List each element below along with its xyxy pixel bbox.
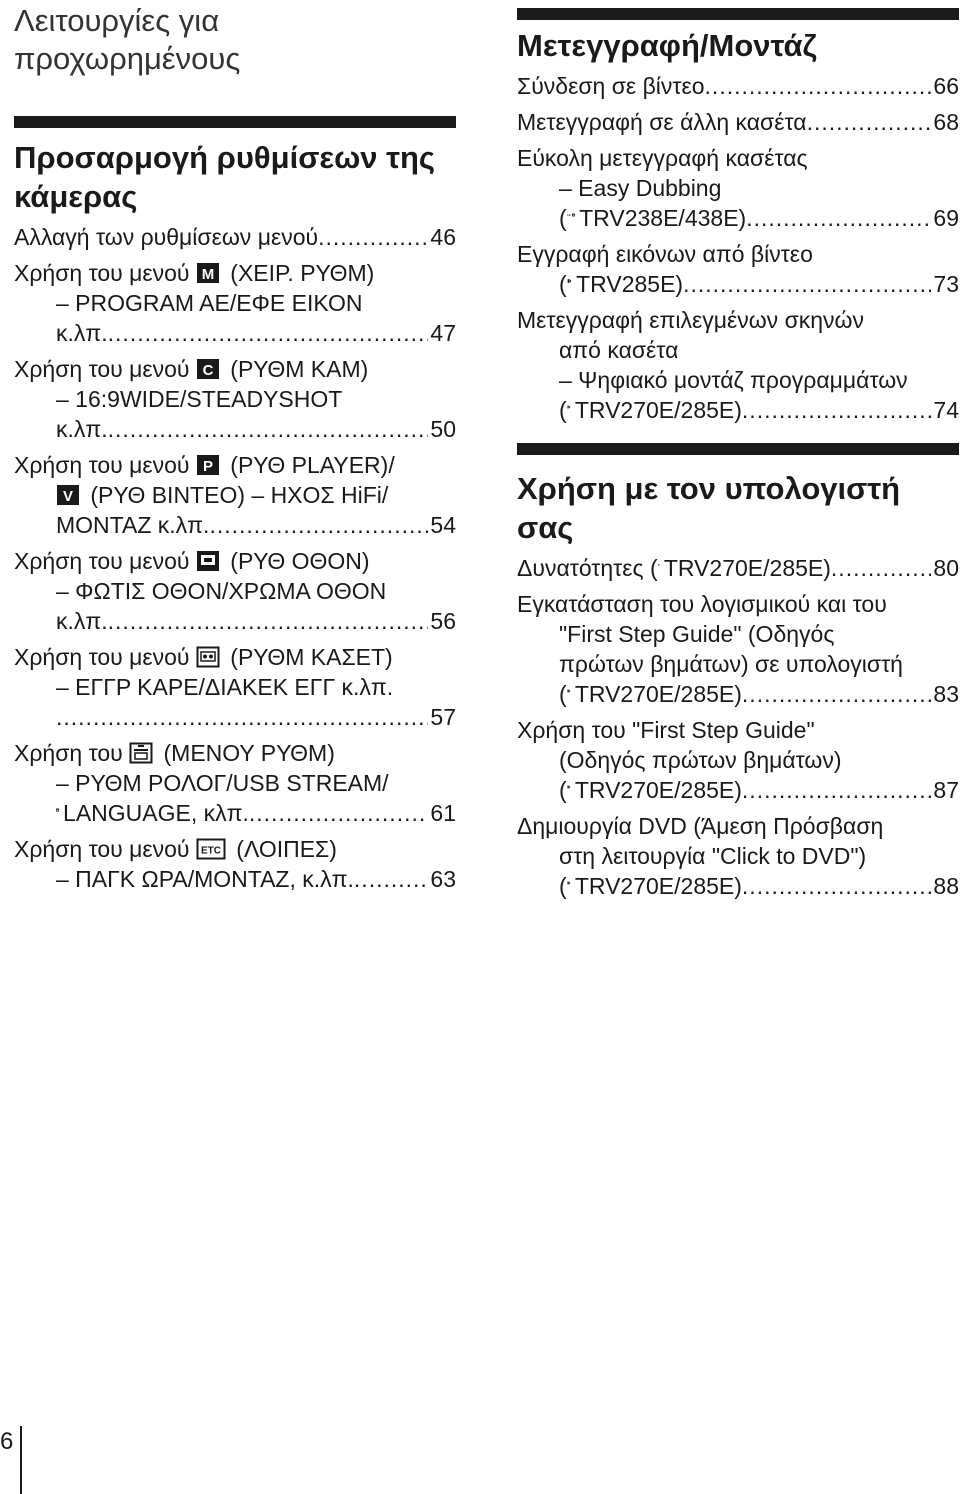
toc-text: (ΜΕΝΟΥ ΡΥΘΜ)	[157, 740, 335, 766]
heading-line: κάμερας	[14, 179, 138, 214]
hi8-icon	[567, 204, 575, 226]
toc-entry[interactable]	[14, 642, 456, 732]
section-title	[14, 0, 456, 78]
svg-text:P: P	[202, 458, 213, 475]
left-column	[14, 0, 456, 900]
svg-text:V: V	[62, 488, 74, 505]
section-title-line: προχωρημένους	[14, 41, 241, 76]
manual-menu-icon	[196, 262, 220, 284]
toc-page-number: 73	[933, 271, 959, 297]
toc-page-number: 56	[430, 608, 456, 634]
toc-text: Εγκατάσταση του λογισμικού και του	[517, 591, 887, 617]
tape-menu-icon	[196, 646, 220, 668]
toc-entry-title: κ.λπ.	[56, 608, 108, 634]
toc-entry[interactable]	[517, 553, 959, 583]
dv-icon	[567, 776, 571, 798]
toc-entry-title: TRV270E/285E)	[574, 397, 742, 423]
toc-entry-title: TRV285E)	[576, 271, 684, 297]
toc-page-number: 83	[933, 681, 959, 707]
heading-line: Μετεγγραφή/Μοντάζ	[517, 28, 817, 63]
toc-page-number: 61	[430, 800, 456, 826]
toc-entry[interactable]	[517, 107, 959, 137]
section-title-line: Λειτουργίες για	[14, 3, 220, 38]
language-icon	[56, 799, 59, 821]
toc-text: (Οδηγός πρώτων βημάτων)	[559, 747, 842, 773]
toc-text: Δημιουργία DVD (Άμεση Πρόσβαση	[517, 813, 884, 839]
toc-text: από κασέτα	[559, 337, 679, 363]
toc-entry[interactable]	[14, 546, 456, 636]
toc-text: – ΡΥΘΜ ΡΟΛΟΓ/USB STREAM/	[56, 770, 389, 796]
toc-page-number: 74	[933, 397, 959, 423]
toc-page-number: 54	[430, 512, 456, 538]
toc-entry-title: TRV270E/285E)	[574, 873, 742, 899]
video-menu-icon	[56, 484, 80, 506]
heading-bar	[517, 8, 959, 20]
toc-entry-title: κ.λπ.	[56, 416, 108, 442]
toc-entry-title: TRV270E/285E)	[663, 555, 831, 581]
toc-text: Χρήση του	[14, 740, 130, 766]
toc-text: (ΧΕΙΡ. ΡΥΘΜ)	[223, 260, 375, 286]
setup-menu-icon	[129, 742, 153, 764]
toc-entry[interactable]	[14, 354, 456, 444]
toc-entry-title: Αλλαγή των ρυθμίσεων μενού	[14, 224, 319, 250]
dv-icon	[567, 396, 571, 418]
toc-page-number: 88	[933, 873, 959, 899]
heading-computer-use	[517, 469, 959, 547]
toc-text: – Easy Dubbing	[559, 175, 722, 201]
toc-text: πρώτων βημάτων) σε υπολογιστή	[559, 651, 903, 677]
toc-text: "First Step Guide" (Οδηγός	[559, 621, 835, 647]
heading-line: Προσαρμογή ρυθμίσεων της	[14, 140, 436, 175]
toc-text: Χρήση του μενού	[14, 356, 196, 382]
toc-text: (ΡΥΘΜ ΚΑΣΕΤ)	[223, 644, 393, 670]
heading-bar	[14, 116, 456, 128]
camera-menu-icon	[196, 358, 220, 380]
toc-text: (ΡΥΘ ΟΘΟΝ)	[223, 548, 370, 574]
footer-divider	[20, 1426, 22, 1494]
dv-icon	[567, 680, 571, 702]
toc-text: – 16:9WIDE/STEADYSHOT	[56, 386, 343, 412]
svg-text:C: C	[202, 362, 214, 379]
toc-text: Εγγραφή εικόνων από βίντεο	[517, 241, 813, 267]
toc-page-number: 46	[430, 224, 456, 250]
toc-entry-title: Σύνδεση σε βίντεο	[517, 73, 705, 99]
heading-line: σας	[517, 510, 574, 545]
toc-entry[interactable]	[14, 834, 456, 894]
toc-text: Χρήση του "First Step Guide"	[517, 717, 815, 743]
toc-text: – Ψηφιακό μοντάζ προγραμμάτων	[559, 367, 908, 393]
toc-entry-title: κ.λπ.	[56, 320, 108, 346]
toc-entry[interactable]: Μετεγγραφή επιλεγμένων σκηνών από κασέτα – Ψηφιακό μοντάζ προγραμμάτων ( TRV270E/285E) ..... 74	[517, 305, 959, 425]
lcd-menu-icon	[196, 550, 220, 572]
toc-entry-title: ΜΟΝΤΑΖ κ.λπ.	[56, 512, 210, 538]
toc-text: Εύκολη μετεγγραφή κασέτας	[517, 145, 808, 171]
dv-icon	[658, 554, 660, 576]
dv-icon	[567, 872, 571, 894]
toc-entry[interactable]	[14, 450, 456, 540]
right-column	[517, 0, 959, 907]
toc-text: – ΦΩΤΙΣ ΟΘΟΝ/ΧΡΩΜΑ ΟΘΟΝ	[56, 578, 387, 604]
toc-text: Χρήση του μενού	[14, 644, 196, 670]
svg-text:ETC: ETC	[200, 845, 221, 857]
toc-page-number: 57	[430, 704, 456, 730]
etc-menu-icon	[196, 838, 226, 860]
toc-text: στη λειτουργία "Click to DVD")	[559, 843, 867, 869]
player-menu-icon	[196, 454, 220, 476]
toc-entry[interactable]: Δημιουργία DVD (Άμεση Πρόσβαση στη λειτουργία "Click to DVD") ( TRV270E/285E) ..... 88	[517, 811, 959, 901]
toc-page-number: 50	[430, 416, 456, 442]
toc-entry[interactable]: Εγγραφή εικόνων από βίντεο ( TRV285E) ..... 73	[517, 239, 959, 299]
toc-text: (ΛΟΙΠΕΣ)	[229, 836, 337, 862]
toc-text: Χρήση του μενού	[14, 836, 196, 862]
toc-text: Χρήση του μενού	[14, 452, 196, 478]
heading-camera-settings	[14, 138, 456, 216]
toc-text: Χρήση του μενού	[14, 260, 196, 286]
toc-page-number: 69	[933, 205, 959, 231]
page-number: 6	[0, 1428, 14, 1455]
toc-entry[interactable]	[14, 222, 456, 252]
toc-entry-title: TRV238E/438E)	[579, 205, 747, 231]
toc-page-number: 87	[933, 777, 959, 803]
toc-entry-title: LANGUAGE, κλπ.	[63, 800, 249, 826]
heading-bar	[517, 443, 959, 455]
heading-dubbing-editing	[517, 26, 959, 65]
toc-entry[interactable]	[14, 738, 456, 828]
toc-page-number: 47	[430, 320, 456, 346]
toc-page-number: 63	[430, 866, 456, 892]
toc-entry-title: Δυνατότητες (	[517, 555, 658, 581]
svg-text:8: 8	[572, 214, 574, 217]
toc-entry[interactable]	[14, 258, 456, 348]
toc-entry-title: Μετεγγραφή σε άλλη κασέτα	[517, 109, 807, 135]
toc-page-number: 68	[933, 109, 959, 135]
toc-text: (ΡΥΘ ΒΙΝΤΕΟ) – ΗΧΟΣ HiFi/	[84, 482, 389, 508]
svg-text:M: M	[201, 266, 215, 283]
dv-icon	[567, 270, 572, 292]
toc-entry-title: TRV270E/285E)	[574, 681, 742, 707]
toc-entry[interactable]: Εύκολη μετεγγραφή κασέτας – Easy Dubbing ( Hi 8 TRV238E/438E) ..... 69	[517, 143, 959, 233]
toc-text: – ΕΓΓΡ ΚΑΡΕ/ΔΙΑΚΕΚ ΕΓΓ κ.λπ.	[56, 674, 394, 700]
toc-page-number: 66	[933, 73, 959, 99]
toc-text: (ΡΥΘ PLAYER)/	[223, 452, 395, 478]
svg-text:A: A	[56, 809, 59, 812]
toc-text: (ΡΥΘΜ ΚΑΜ)	[223, 356, 369, 382]
toc-entry-title: – ΠΑΓΚ ΩΡΑ/ΜΟΝΤΑΖ, κ.λπ.	[56, 866, 354, 892]
toc-entry[interactable]: Εγκατάσταση του λογισμικού και του "First Step Guide" (Οδηγός πρώτων βημάτων) σε υπολογιστή ( TRV270E/285E) ..... 83	[517, 589, 959, 709]
toc-text: Χρήση του μενού	[14, 548, 196, 574]
toc-text: – PROGRAM AE/ΕΦΕ ΕΙΚΟΝ	[56, 290, 363, 316]
toc-page-number: 80	[933, 555, 959, 581]
heading-line: Χρήση με τον υπολογιστή	[517, 471, 901, 506]
svg-text:Hi: Hi	[566, 213, 571, 218]
toc-entry[interactable]: Χρήση του "First Step Guide" (Οδηγός πρώτων βημάτων) ( TRV270E/285E) ..... 87	[517, 715, 959, 805]
toc-entry[interactable]	[517, 71, 959, 101]
toc-text: Μετεγγραφή επιλεγμένων σκηνών	[517, 307, 865, 333]
toc-entry-title: TRV270E/285E)	[574, 777, 742, 803]
